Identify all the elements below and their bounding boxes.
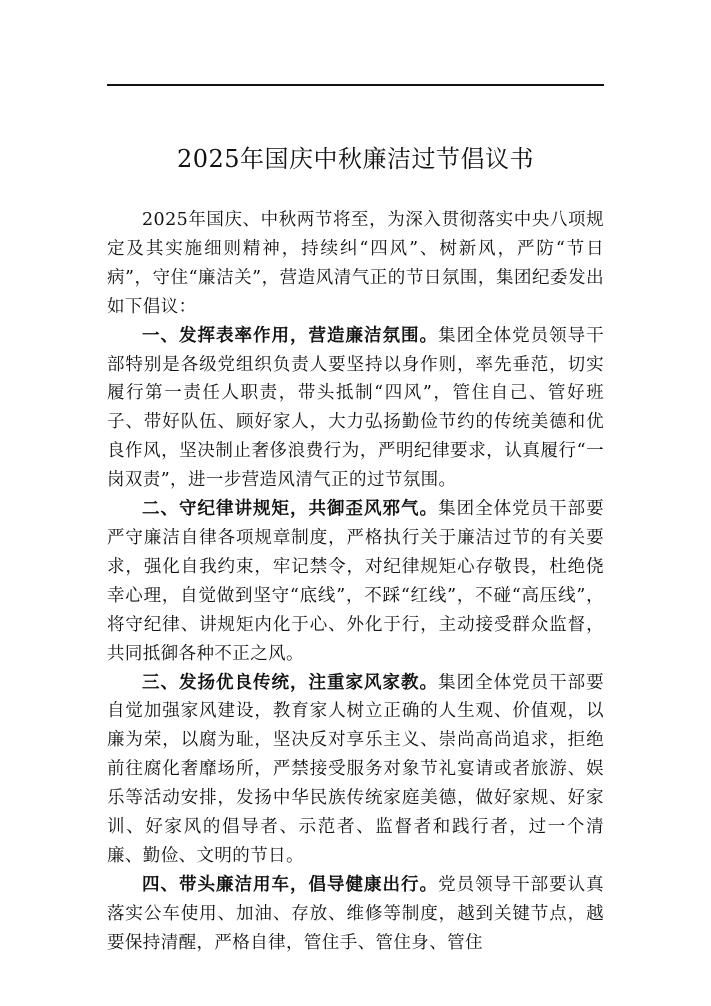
paragraph-text: 集团全体党员领导干部特别是各级党组织负责人要坚持以身作则，率先垂范，切实履行第一责任人职责，带头抵制“四风”，管住自己、管好班子、带好队伍、顾好家人，大力弘扬勤俭节约的传统美德和优良作风，坚决制止奢侈浪费行为，严明纪律要求，认真履行“一岗双责”，进一步营造风清气正的过节氛围。 xyxy=(107,325,604,491)
document-body xyxy=(107,206,604,958)
paragraph-text: 集团全体党员干部要严守廉洁自律各项规章制度，严格执行关于廉洁过节的有关要求，强化自我约束，牢记禁令，对纪律规矩心存敬畏，杜绝侥幸心理，自觉做到坚守“底线”，不踩“红线”，不碰“高压线”，将守纪律、讲规矩内化于心、外化于行，主动接受群众监督，共同抵御各种不正之风。 xyxy=(107,499,604,664)
paragraph-heading: 二、守纪律讲规矩，共御歪风邪气。 xyxy=(142,499,439,520)
section-paragraph-1 xyxy=(107,322,604,495)
paragraph-text: 党员领导干部要认真落实公车使用、加油、存放、维修等制度，越到关键节点，越要保持清醒，严格自律，管住手、管住身、管住 xyxy=(107,874,604,953)
header-rule xyxy=(107,84,604,86)
paragraph-text: 2025年国庆、中秋两节将至，为深入贯彻落实中央八项规定及其实施细则精神，持续纠“四风”、树新风，严防“节日病”，守住“廉洁关”，营造风清气正的节日氛围，集团纪委发出如下倡议： xyxy=(107,210,604,317)
paragraph-text: 集团全体党员干部要自觉加强家风建设，教育家人树立正确的人生观、价值观，以廉为荣，以腐为耻，坚决反对享乐主义、崇尚高尚追求，拒绝前往腐化奢靡场所，严禁接受服务对象节礼宴请或者旅游、娱乐等活动安排，发扬中华民族传统家庭美德，做好家规、好家训、好家风的倡导者、示范者、监督者和践行者，过一个清廉、勤俭、文明的节日。 xyxy=(107,672,604,866)
paragraph-heading: 四、带头廉洁用车，倡导健康出行。 xyxy=(142,874,439,895)
paragraph-heading: 三、发扬优良传统，注重家风家教。 xyxy=(142,672,439,693)
document-title: 2025年国庆中秋廉洁过节倡议书 xyxy=(176,145,535,173)
section-paragraph-2 xyxy=(107,495,604,668)
paragraph-heading: 一、发挥表率作用，营造廉洁氛围。 xyxy=(142,325,439,346)
section-paragraph-3 xyxy=(107,669,604,871)
section-paragraph-4 xyxy=(107,871,604,958)
intro-paragraph xyxy=(107,206,604,322)
